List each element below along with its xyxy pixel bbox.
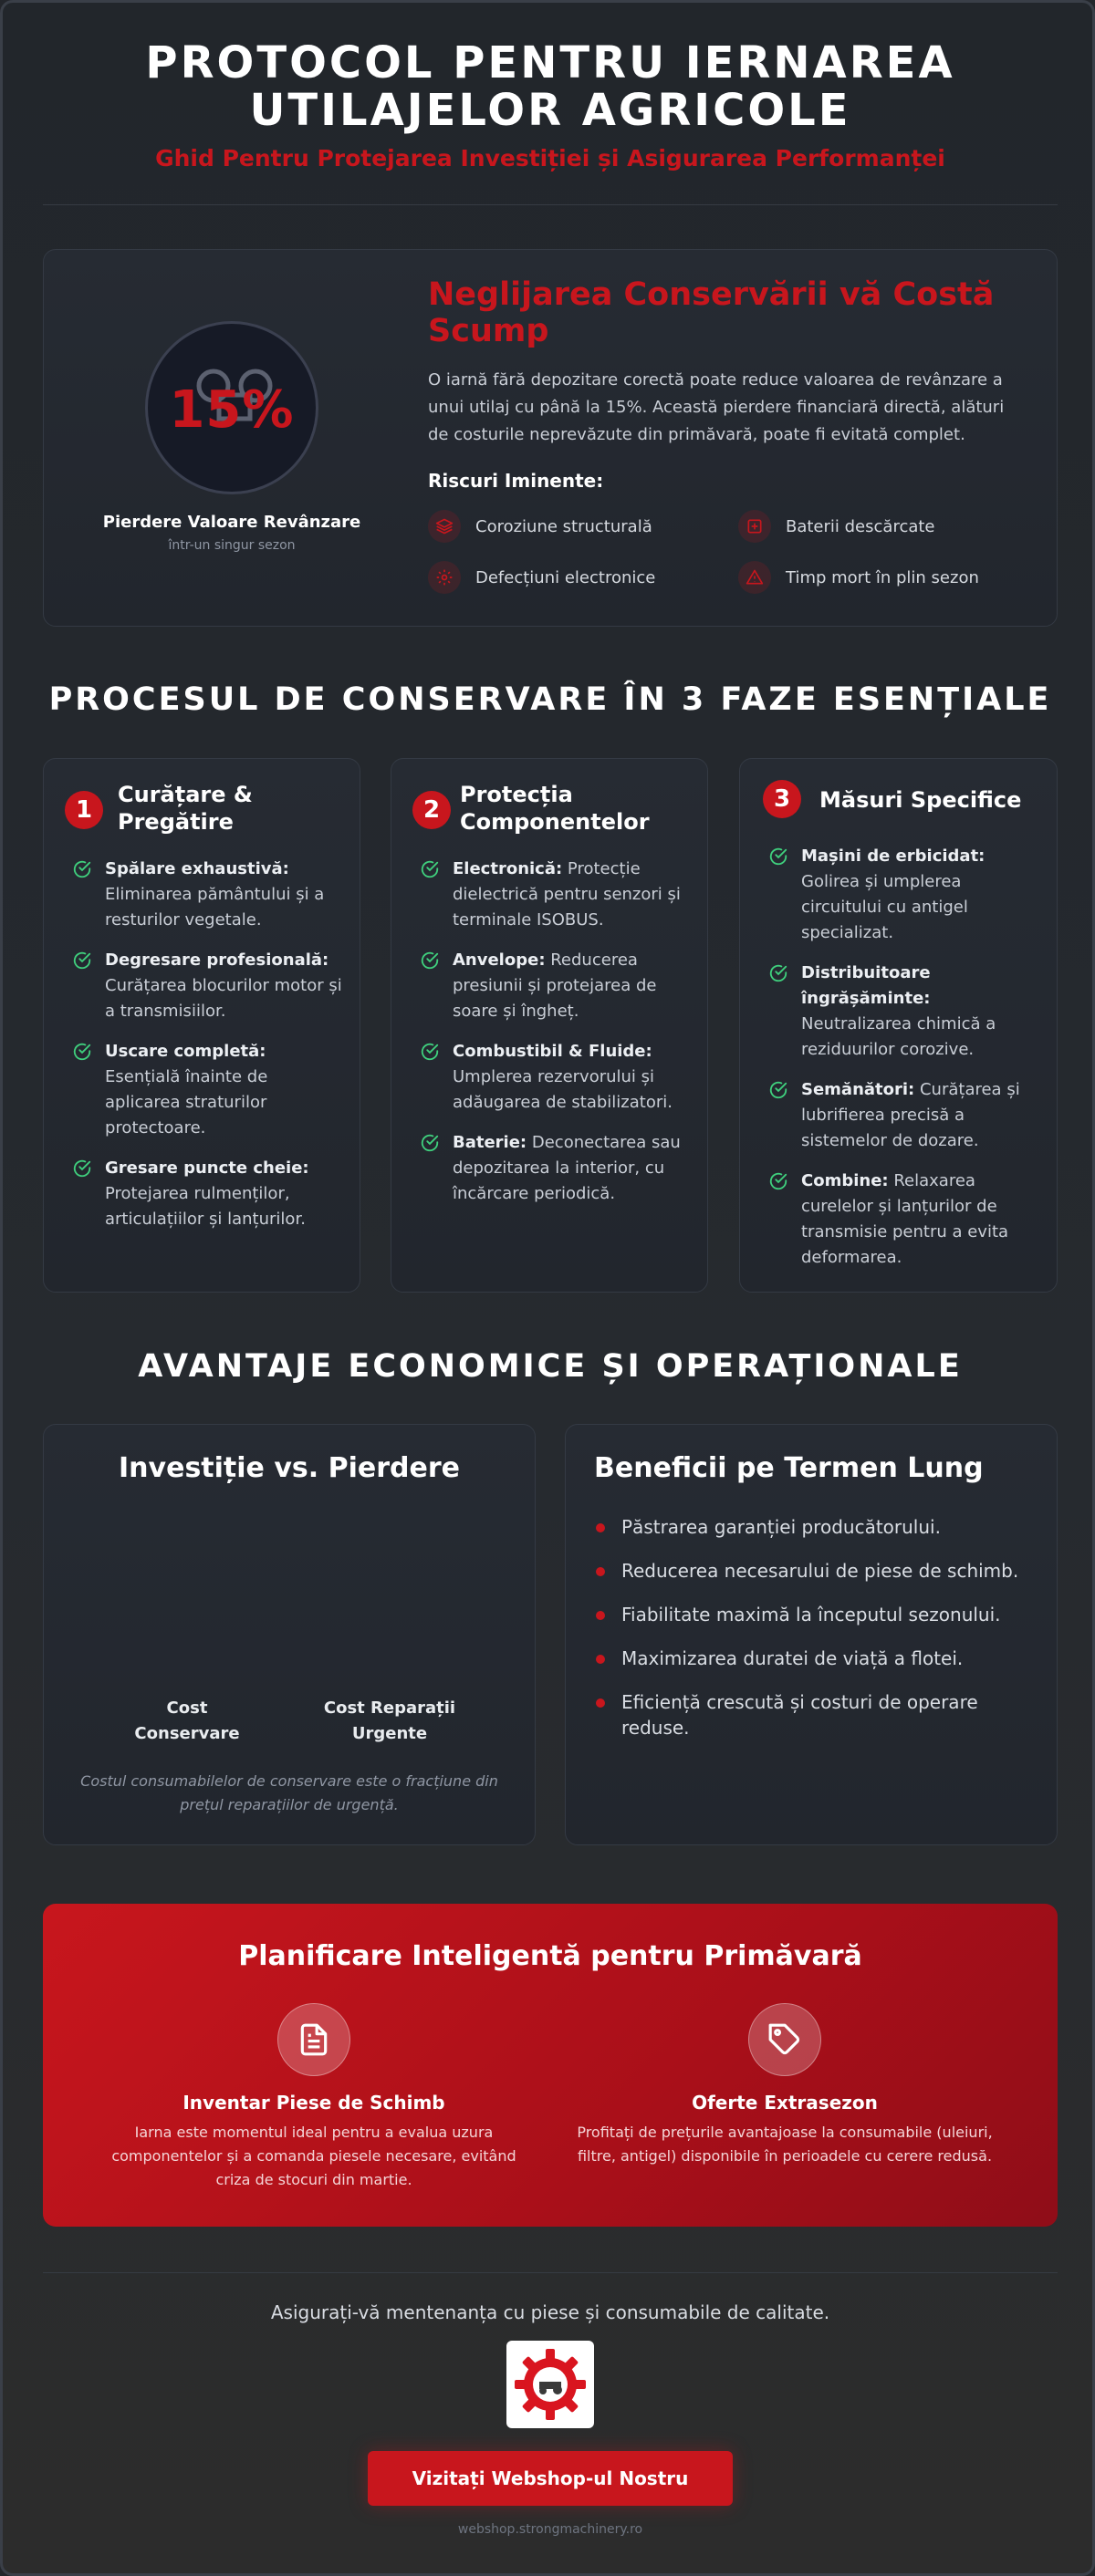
bullet-dot	[596, 1523, 605, 1532]
planning-card-title: Inventar Piese de Schimb	[182, 2092, 445, 2114]
bullet-dot	[596, 1567, 605, 1576]
chart-note: Costul consumabilelor de conservare este o fracțiune din prețul reparațiilor de urgență.	[80, 1772, 498, 1813]
planning-title: Planificare Inteligentă pentru Primăvară	[238, 1940, 862, 1972]
list-item: Semănători: Curățarea și lubrifierea precisă a sistemelor de dozare.	[768, 1077, 1038, 1154]
percent-value: 15%	[169, 380, 295, 440]
planning-card-text: Iarna este momentul ideal pentru a evalua uzura componentelor și a comanda piesele necesare, evitând criza de stocuri din martie.	[111, 2124, 516, 2188]
check-circle-icon	[420, 1133, 440, 1153]
bullet-dot	[596, 1611, 605, 1620]
phase-items	[72, 857, 342, 1232]
battery-icon	[738, 510, 771, 543]
layers-icon	[428, 510, 461, 543]
advantages-section-title: AVANTAJE ECONOMICE ȘI OPERAȚIONALE	[138, 1348, 963, 1385]
check-circle-icon	[768, 1080, 788, 1100]
footer-text: Asigurați-vă mentenanța cu piese și consumabile de calitate.	[270, 2301, 830, 2323]
webshop-url[interactable]: webshop.strongmachinery.ro	[457, 2522, 643, 2537]
chart-plot-area	[61, 1508, 517, 1690]
planning-card-text: Profitați de prețurile avantajoase la consumabile (uleiuri, filtre, antigel) disponibile în perioadele cu cerere redusă.	[577, 2124, 993, 2165]
company-logo	[506, 2341, 594, 2428]
list-item: Degresare profesională: Curățarea blocurilor motor și a transmisiilor.	[72, 948, 342, 1024]
risk-item	[428, 561, 655, 594]
list-item: Maximizarea duratei de viață a flotei.	[592, 1646, 1030, 1671]
check-circle-icon	[72, 1042, 92, 1062]
list-item: Electronică: Protecție dielectrică pentru senzori și terminale ISOBUS.	[420, 857, 690, 933]
risk-label: Timp mort în plin sezon	[786, 567, 979, 587]
page-title-line2: UTILAJELOR AGRICOLE	[249, 85, 851, 136]
check-circle-icon	[768, 963, 788, 983]
check-circle-icon	[72, 1158, 92, 1179]
document-icon	[277, 2003, 350, 2076]
benefits-title: Beneficii pe Termen Lung	[594, 1452, 984, 1484]
footer-divider	[43, 2272, 1058, 2273]
gear-icon	[428, 561, 461, 594]
category-label: Cost Conservare	[134, 1698, 240, 1743]
phase-number: 1	[65, 791, 103, 829]
risk-item	[738, 510, 935, 543]
list-item: Fiabilitate maximă la începutul sezonului.	[592, 1602, 1030, 1627]
phase-title: Măsuri Specifice	[819, 787, 1022, 813]
list-item: Distribuitoare îngrășăminte: Neutralizarea chimică a reziduurilor corozive.	[768, 961, 1038, 1063]
page-title	[3, 39, 1095, 134]
list-item: Uscare completă: Esențială înainte de aplicarea straturilor protectoare.	[72, 1039, 342, 1141]
bullet-dot	[596, 1698, 605, 1708]
phase-number: 2	[412, 791, 451, 829]
list-item: Spălare exhaustivă: Eliminarea pământului și a resturilor vegetale.	[72, 857, 342, 933]
check-circle-icon	[420, 859, 440, 879]
gear-logo-icon	[513, 2347, 588, 2422]
list-item: Baterie: Deconectarea sau depozitarea la interior, cu încărcare periodică.	[420, 1130, 690, 1207]
list-item: Combine: Relaxarea curelelor și lanțurilor de transmisie pentru a evita deformarea.	[768, 1169, 1038, 1271]
phase-items	[420, 857, 690, 1207]
phase-title: Curățare & Pregătire	[118, 782, 253, 835]
check-circle-icon	[768, 847, 788, 867]
phase-number: 3	[763, 780, 801, 818]
benefits-list	[592, 1514, 1030, 1740]
list-item: Combustibil & Fluide: Umplerea rezervorului și adăugarea de stabilizatori.	[420, 1039, 690, 1116]
check-circle-icon	[420, 950, 440, 971]
header-divider	[43, 204, 1058, 205]
chart-title: Investiție vs. Pierdere	[119, 1452, 460, 1484]
bullet-dot	[596, 1655, 605, 1664]
hero-title: Neglijarea Conservării vă Costă Scump	[428, 276, 995, 349]
stat-label: Pierdere Valoare Revânzare	[102, 513, 361, 532]
list-item: Anvelope: Reducerea presiunii și protejarea de soare și îngheț.	[420, 948, 690, 1024]
tag-icon	[748, 2003, 821, 2076]
percent-circle	[145, 321, 318, 494]
page-title-line1: PROTOCOL PENTRU IERNAREA	[145, 37, 955, 88]
stat-sublabel: într-un singur sezon	[168, 538, 296, 553]
phase-title: Protecția Componentelor	[460, 782, 650, 835]
list-item: Mașini de erbicidat: Golirea și umplerea circuitului cu antigel specializat.	[768, 844, 1038, 946]
list-item: Reducerea necesarului de piese de schimb.	[592, 1558, 1030, 1584]
risk-label: Baterii descărcate	[786, 516, 935, 536]
warning-icon	[738, 561, 771, 594]
list-item: Gresare puncte cheie: Protejarea rulmenților, articulațiilor și lanțurilor.	[72, 1156, 342, 1232]
list-item: Eficiență crescută și costuri de operare reduse.	[592, 1689, 1030, 1740]
risks-heading: Riscuri Iminente:	[428, 470, 604, 492]
check-circle-icon	[768, 1171, 788, 1191]
check-circle-icon	[72, 859, 92, 879]
visit-webshop-button[interactable]: Vizitați Webshop-ul Nostru	[368, 2451, 733, 2506]
process-section-title: PROCESUL DE CONSERVARE ÎN 3 FAZE ESENȚIALE	[48, 681, 1052, 718]
risk-item	[738, 561, 979, 594]
risk-item	[428, 510, 652, 543]
page-subtitle: Ghid Pentru Protejarea Investiției și Asigurarea Performanței	[155, 145, 945, 171]
hero-description: O iarnă fără depozitare corectă poate reduce valoarea de revânzare a unui utilaj cu până la 15%. Această pierdere financiară directă, alături de costurile neprevăzute din primăvară, poate fi evitată complet.	[428, 370, 1005, 444]
risk-label: Coroziune structurală	[475, 516, 652, 536]
list-item: Păstrarea garanției producătorului.	[592, 1514, 1030, 1540]
category-label: Cost Reparații Urgente	[323, 1698, 456, 1743]
phase-items	[768, 844, 1038, 1271]
check-circle-icon	[420, 1042, 440, 1062]
check-circle-icon	[72, 950, 92, 971]
planning-card-title: Oferte Extrasezon	[692, 2092, 878, 2114]
risk-label: Defecțiuni electronice	[475, 567, 656, 587]
